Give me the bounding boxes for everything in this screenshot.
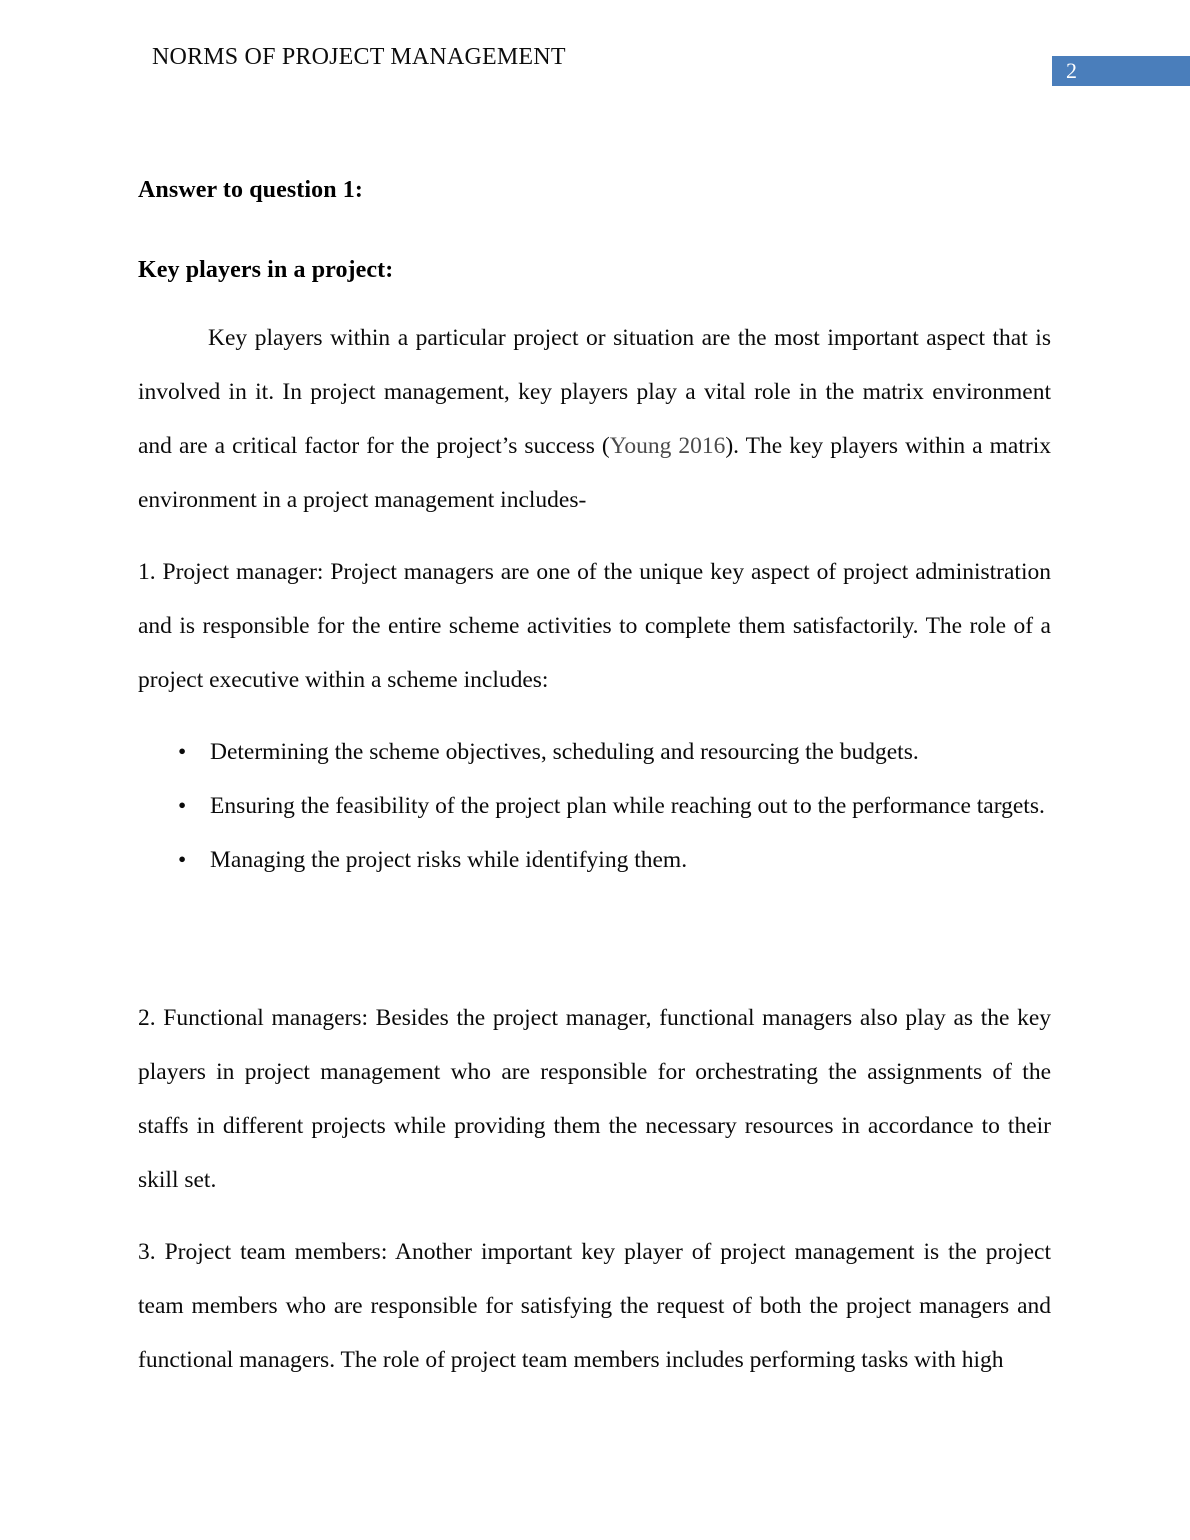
page-number-banner xyxy=(1052,56,1190,86)
intro-paragraph xyxy=(138,311,1051,527)
bullet-icon: • xyxy=(178,847,187,873)
spacer xyxy=(138,205,1051,255)
spacer xyxy=(138,707,1051,725)
spacer xyxy=(138,1207,1051,1225)
intro-text-after-citation: ). The key players within a matrix environment in a project management includes- xyxy=(138,433,1051,513)
spacer xyxy=(138,285,1051,311)
list-item-label: Managing the project risks while identifying them. xyxy=(210,847,688,873)
list-item xyxy=(138,779,1051,833)
bullet-icon: • xyxy=(178,793,187,819)
page-number: 2 xyxy=(1066,58,1077,83)
page-header xyxy=(0,0,1190,100)
list-item-label: Determining the scheme objectives, scheduling and resourcing the budgets. xyxy=(210,739,919,765)
running-header-title: NORMS OF PROJECT MANAGEMENT xyxy=(152,44,566,70)
citation-young-2016: Young 2016 xyxy=(609,433,726,459)
list-item xyxy=(138,833,1051,887)
list-item xyxy=(138,725,1051,779)
spacer xyxy=(138,887,1051,991)
intro-text-before-citation: Key players within a particular project or situation are the most important aspect that is involved in it. In project management, key players play a vital role in the matrix environment and are a critical factor for the project’s success ( xyxy=(138,325,1051,459)
heading-key-players-in-a-project: Key players in a project: xyxy=(138,257,394,283)
document-body xyxy=(138,175,1051,1387)
bullet-icon: • xyxy=(178,739,187,765)
project-executive-role-list xyxy=(138,725,1051,887)
heading-answer-to-question-1: Answer to question 1: xyxy=(138,177,364,203)
list-item-label: Ensuring the feasibility of the project plan while reaching out to the performance targets. xyxy=(210,793,1045,819)
paragraph-project-manager: 1. Project manager: Project managers are one of the unique key aspect of project administration and is responsible for the entire scheme activities to complete them satisfactorily. The role of a project executive within a scheme includes: xyxy=(138,559,1051,693)
spacer xyxy=(138,527,1051,545)
paragraph-functional-managers: 2. Functional managers: Besides the project manager, functional managers also play as the key players in project management who are responsible for orchestrating the assignments of the staffs in different projects while providing them the necessary resources in accordance to their skill set. xyxy=(138,1005,1051,1193)
paragraph-project-team-members: 3. Project team members: Another important key player of project management is the project team members who are responsible for satisfying the request of both the project managers and functional managers. The role of project team members includes performing tasks with high xyxy=(138,1239,1051,1373)
